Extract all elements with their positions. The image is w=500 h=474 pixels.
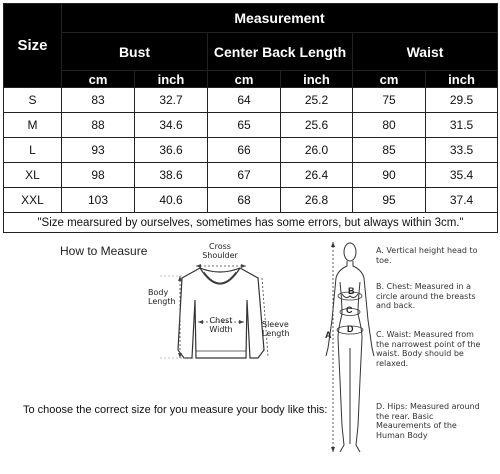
step-c-text: C. Waist: Measured from the narrowest point of the waist. Body should be relaxed. (376, 330, 481, 368)
cross-shoulder-label: Cross Shoulder (202, 242, 238, 260)
size-cell: XL (4, 163, 62, 188)
table-cell: 68 (208, 188, 281, 213)
table-cell: 38.6 (135, 163, 208, 188)
unit-header: inch (135, 71, 208, 88)
center-back-length-header: Center Back Length (208, 33, 353, 71)
size-chart-table (3, 3, 498, 233)
table-cell: 98 (62, 163, 135, 188)
chest-width-label: Chest Width (209, 316, 233, 334)
step-d-text: D. Hips: Measured around the rear. Basic Meaurements of the Human Body (376, 402, 480, 440)
table-row (4, 113, 498, 138)
choose-size-instruction: To choose the correct size for you measure your body like this: (23, 404, 328, 416)
mark-b: B (348, 286, 355, 296)
table-cell: 40.6 (135, 188, 208, 213)
table-cell: 29.5 (426, 88, 498, 113)
table-cell: 65 (208, 113, 281, 138)
size-cell: M (4, 113, 62, 138)
mark-d: D (347, 324, 354, 334)
unit-header: cm (353, 71, 426, 88)
sleeve-length-label: Sleeve Length (262, 320, 290, 338)
unit-header: cm (208, 71, 281, 88)
size-header: Size (4, 4, 62, 88)
table-cell: 66 (208, 138, 281, 163)
table-row (4, 188, 498, 213)
table-cell: 67 (208, 163, 281, 188)
garment-sketch-icon (178, 268, 264, 358)
table-cell: 26.4 (281, 163, 353, 188)
table-cell: 26.8 (281, 188, 353, 213)
table-cell: 75 (353, 88, 426, 113)
how-to-measure-section (0, 230, 500, 474)
table-note: "Size mearsured by ourselves, sometimes has some errors, but always within 3cm." (4, 213, 498, 233)
table-cell: 88 (62, 113, 135, 138)
table-row (4, 163, 498, 188)
table-cell: 85 (353, 138, 426, 163)
mark-c: C (346, 305, 353, 315)
table-cell: 34.6 (135, 113, 208, 138)
body-length-label: Body Length (148, 288, 176, 306)
size-cell: S (4, 88, 62, 113)
table-cell: 35.4 (426, 163, 498, 188)
table-cell: 26.0 (281, 138, 353, 163)
table-cell: 33.5 (426, 138, 498, 163)
table-cell: 31.5 (426, 113, 498, 138)
unit-header: cm (62, 71, 135, 88)
table-cell: 80 (353, 113, 426, 138)
size-cell: L (4, 138, 62, 163)
bust-header: Bust (62, 33, 208, 71)
mark-a: A (325, 330, 332, 340)
step-a-text: A. Vertical height head to toe. (376, 246, 478, 265)
table-cell: 64 (208, 88, 281, 113)
unit-header: inch (426, 71, 498, 88)
table-cell: 95 (353, 188, 426, 213)
table-cell: 90 (353, 163, 426, 188)
measurement-header: Measurement (62, 4, 498, 33)
table-cell: 93 (62, 138, 135, 163)
table-cell: 103 (62, 188, 135, 213)
waist-header: Waist (353, 33, 498, 71)
step-b-text: B. Chest: Measured in a circle around the breasts and back. (376, 282, 476, 311)
table-cell: 83 (62, 88, 135, 113)
table-cell: 36.6 (135, 138, 208, 163)
unit-header: inch (281, 71, 353, 88)
table-row (4, 138, 498, 163)
table-cell: 32.7 (135, 88, 208, 113)
how-to-measure-title: How to Measure (60, 244, 148, 258)
table-row (4, 88, 498, 113)
table-cell: 37.4 (426, 188, 498, 213)
size-cell: XXL (4, 188, 62, 213)
table-cell: 25.2 (281, 88, 353, 113)
table-cell: 25.6 (281, 113, 353, 138)
